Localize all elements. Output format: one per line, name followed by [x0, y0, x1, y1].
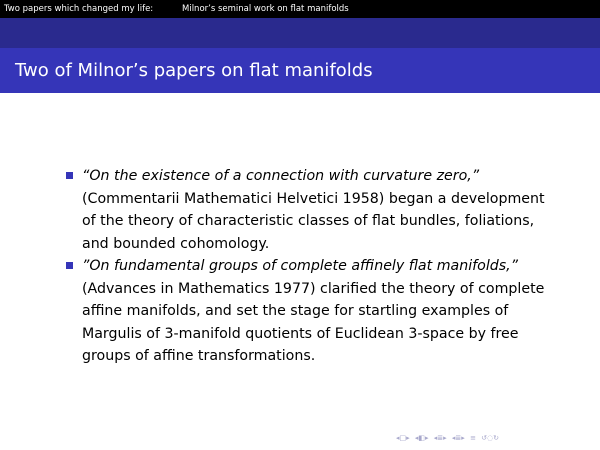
square-bullet-icon — [66, 172, 73, 179]
prev-frame-icon[interactable]: ◂◧▸ — [414, 434, 429, 442]
headline-title[interactable]: Two papers which changed my life: — [4, 4, 154, 14]
section-navigation-strip — [0, 18, 600, 48]
paper-title: ”On fundamental groups of complete affinely flat manifolds,” — [82, 258, 519, 274]
next-section-icon[interactable]: ◂≣▸ — [433, 434, 447, 442]
paper-description: (Advances in Mathematics 1977) clarified the theory of complete affine manifolds, and set the stage for startling examples of Margulis of 3-manifold quotients of Euclidean 3-space by free groups of affine transformations. — [82, 280, 545, 364]
list-item — [62, 255, 562, 368]
frame-title: Two of Milnor’s papers on flat manifolds — [15, 60, 373, 81]
beamer-navigation-symbols — [396, 433, 502, 443]
next-subsection-icon[interactable]: ◂≣▸ — [451, 434, 465, 442]
headline-bar — [0, 0, 600, 18]
slide-content — [62, 165, 562, 368]
paper-description: (Commentarii Mathematici Helvetici 1958) began a development of the theory of characteristic classes of flat bundles, foliations, and bounded cohomology. — [82, 190, 545, 252]
frame-title-bar — [0, 48, 600, 93]
headline-subtitle[interactable]: Milnor’s seminal work on flat manifolds — [182, 4, 349, 14]
search-icon[interactable]: ↺◌↻ — [481, 434, 500, 442]
align-icon[interactable]: ≡ — [470, 434, 476, 442]
square-bullet-icon — [66, 262, 73, 269]
first-frame-icon[interactable]: ◂□▸ — [396, 434, 410, 442]
list-item — [62, 165, 562, 255]
paper-title: “On the existence of a connection with curvature zero,” — [82, 168, 480, 184]
